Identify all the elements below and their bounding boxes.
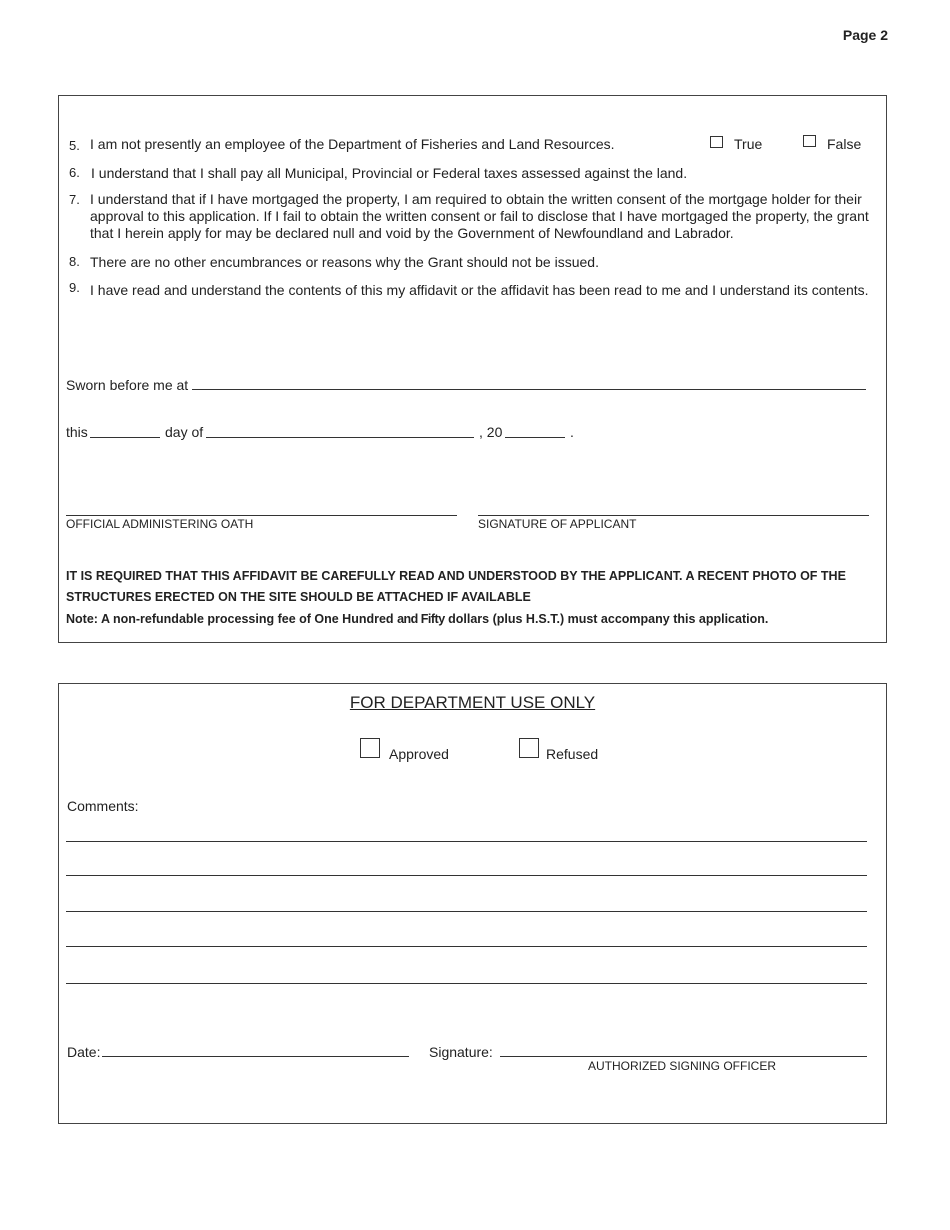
year-prefix: , 20 — [479, 424, 503, 440]
statement-9-text: I have read and understand the contents of this my affidavit or the affidavit has been read to me and I understand its contents. — [90, 282, 869, 298]
true-checkbox[interactable] — [710, 136, 723, 148]
official-label: OFFICIAL ADMINISTERING OATH — [66, 517, 254, 531]
official-signature-line[interactable] — [66, 515, 457, 516]
month-field[interactable] — [206, 437, 474, 438]
warning-line-1: IT IS REQUIRED THAT THIS AFFIDAVIT BE CAREFULLY READ AND UNDERSTOOD BY THE APPLICANT. A RECENT PHOTO OF THE — [66, 569, 846, 583]
statement-number: 6. — [69, 165, 80, 180]
department-title: FOR DEPARTMENT USE ONLY — [349, 693, 596, 712]
statement-7-line: approval to this application. If I fail to obtain the written consent or fail to disclose that I have mortgaged the property, the grant — [90, 208, 869, 224]
sworn-label: Sworn before me at — [66, 377, 189, 393]
applicant-signature-line[interactable] — [478, 515, 869, 516]
statement-8-text: There are no other encumbrances or reasons why the Grant should not be issued. — [90, 254, 599, 270]
approved-checkbox[interactable] — [360, 738, 380, 758]
comments-line[interactable] — [66, 946, 867, 947]
false-label: False — [827, 136, 862, 152]
day-field[interactable] — [90, 437, 160, 438]
department-use-section — [58, 683, 887, 1124]
statement-7-line: that I herein apply for may be declared null and void by the Government of Newfoundland and Labrador. — [90, 225, 734, 241]
statement-number: 9. — [69, 280, 80, 295]
statement-number: 8. — [69, 254, 80, 269]
period: . — [570, 424, 574, 440]
statement-number: 5. — [69, 138, 80, 153]
warning-line-2: STRUCTURES ERECTED ON THE SITE SHOULD BE ATTACHED IF AVAILABLE — [66, 590, 531, 604]
statement-7-line: I understand that if I have mortgaged the property, I am required to obtain the written consent of the mortgage holder for their — [90, 191, 862, 207]
page-number: Page 2 — [842, 27, 888, 43]
refused-label: Refused — [546, 746, 599, 762]
statement-6-text: I understand that I shall pay all Municipal, Provincial or Federal taxes assessed against the land. — [91, 165, 688, 181]
statement-5-text: I am not presently an employee of the Department of Fisheries and Land Resources. — [90, 136, 615, 152]
refused-checkbox[interactable] — [519, 738, 539, 758]
comments-line[interactable] — [66, 841, 867, 842]
false-checkbox[interactable] — [803, 135, 816, 147]
sworn-location-field[interactable] — [192, 389, 866, 390]
approved-label: Approved — [389, 746, 449, 762]
officer-label: AUTHORIZED SIGNING OFFICER — [588, 1059, 777, 1073]
comments-line[interactable] — [66, 911, 867, 912]
true-label: True — [734, 136, 763, 152]
day-of-label: day of — [165, 424, 204, 440]
fee-note-part1: Note: A non-refundable processing fee of One Hundred — [66, 612, 394, 626]
year-field[interactable] — [505, 437, 565, 438]
statement-7-text — [90, 191, 869, 242]
fee-note-insert: and Fifty — [397, 612, 445, 626]
statement-number: 7. — [69, 192, 80, 207]
this-label: this — [66, 424, 88, 440]
officer-signature-field[interactable] — [500, 1056, 867, 1057]
applicant-signature-label: SIGNATURE OF APPLICANT — [478, 517, 637, 531]
comments-label: Comments: — [67, 798, 139, 814]
affidavit-section — [58, 95, 887, 643]
date-field[interactable] — [102, 1056, 409, 1057]
fee-note-part2: dollars (plus H.S.T.) must accompany this application. — [448, 612, 769, 626]
fee-note — [66, 612, 768, 626]
signature-label: Signature: — [429, 1044, 493, 1060]
comments-line[interactable] — [66, 983, 867, 984]
date-label: Date: — [67, 1044, 101, 1060]
comments-line[interactable] — [66, 875, 867, 876]
